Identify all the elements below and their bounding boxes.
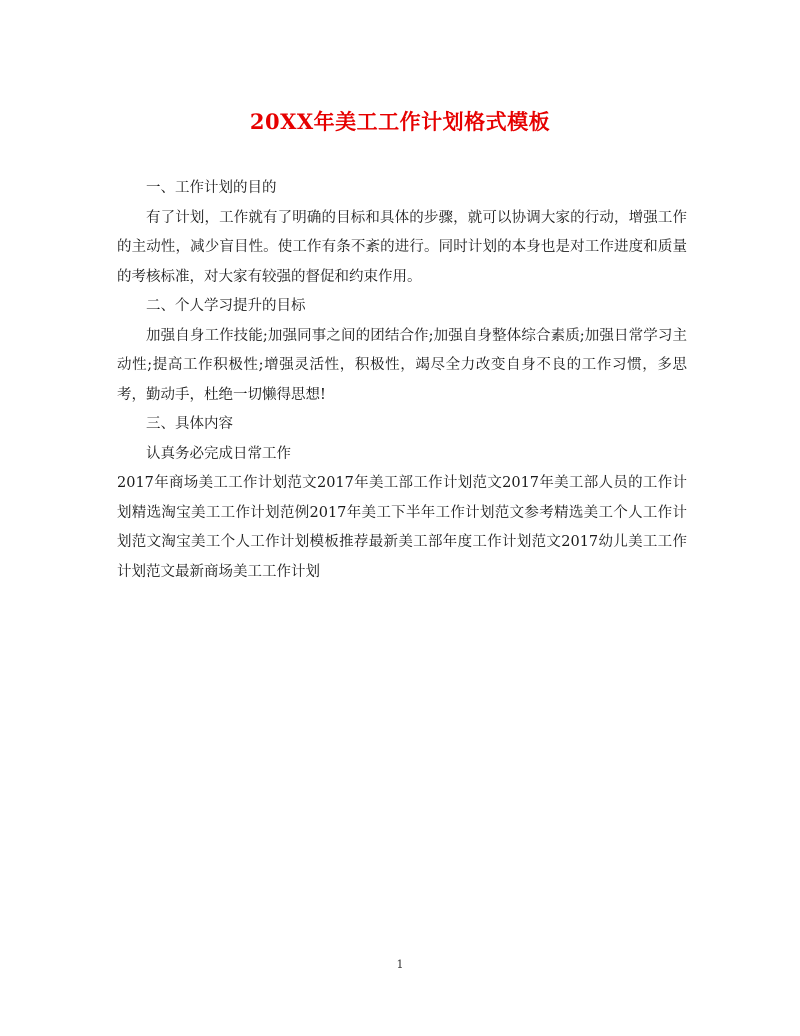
related-articles-text: 2017年商场美工工作计划范文2017年美工部工作计划范文2017年美工部人员的工作计划精选淘宝美工工作计划范例2017年美工下半年工作计划范文参考精选美工个人工作计划范文淘宝美工个人工作计划模板推荐最新美工部年度工作计划范文2017幼儿美工工作计划范文最新商场美工工作计划 (117, 475, 687, 580)
section-paragraph-learning-goals: 加强自身工作技能;加强同事之间的团结合作;加强自身整体综合素质;加强日常学习主动性;提高工作积极性;增强灵活性，积极性，竭尽全力改变自身不良的工作习惯，多思考，勤动手，杜绝一切懒得思想! (117, 327, 687, 403)
document-body (117, 174, 687, 587)
section-heading-purpose: 一、工作计划的目的 (146, 180, 277, 196)
section-heading-specific-content: 三、具体内容 (146, 416, 233, 432)
page-number: 1 (396, 958, 404, 971)
section-paragraph-purpose: 有了计划，工作就有了明确的目标和具体的步骤，就可以协调大家的行动，增强工作的主动性，减少盲目性。使工作有条不紊的进行。同时计划的本身也是对工作进度和质量的考核标准，对大家有较强的督促和约束作用。 (117, 209, 687, 285)
section-heading-learning-goals: 二、个人学习提升的目标 (146, 298, 306, 314)
document-title: 20XX年美工工作计划格式模板 (249, 109, 551, 134)
section-paragraph-specific-content: 认真务必完成日常工作 (146, 445, 291, 462)
